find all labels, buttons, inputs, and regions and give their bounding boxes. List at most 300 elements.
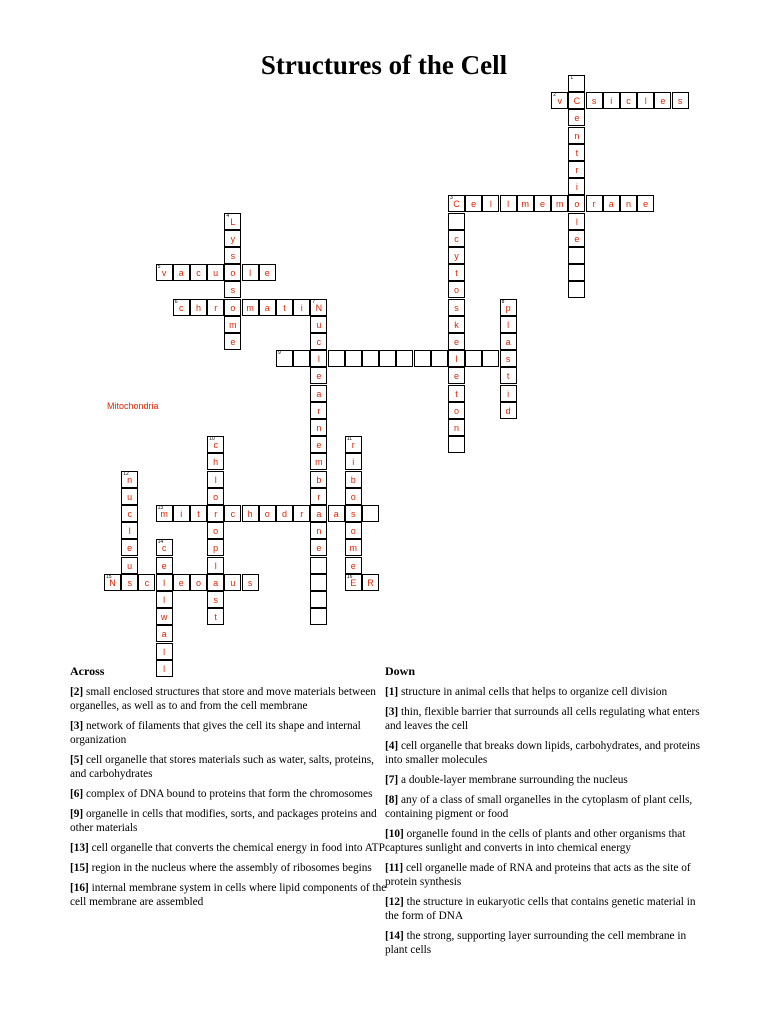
cell-letter: w xyxy=(160,612,168,623)
grid-cell[interactable] xyxy=(121,505,138,522)
grid-cell[interactable] xyxy=(328,505,345,522)
clue-number: [3] xyxy=(70,720,84,732)
cell-letter: l xyxy=(507,319,510,330)
grid-cell[interactable] xyxy=(224,281,241,298)
grid-cell[interactable] xyxy=(362,574,379,591)
clue-text: cell organelle made of RNA and proteins that acts as the site of protein synthesis xyxy=(385,862,691,888)
grid-cell[interactable] xyxy=(207,453,224,470)
grid-cell[interactable] xyxy=(207,436,224,453)
cell-letter: s xyxy=(127,577,132,588)
cell-letter: e xyxy=(316,371,322,382)
grid-cell[interactable] xyxy=(242,574,259,591)
cell-letter: i xyxy=(180,509,183,519)
cell-letter: r xyxy=(575,165,579,175)
page-title: Structures of the Cell xyxy=(260,50,508,80)
grid-cell[interactable] xyxy=(568,264,585,281)
clue-text: any of a class of small organelles in the cytoplasm of plant cells, containing pigment or food xyxy=(385,794,693,820)
grid-cell[interactable] xyxy=(448,419,465,436)
grid-cell[interactable] xyxy=(156,643,173,660)
grid-cell[interactable] xyxy=(448,264,465,281)
grid-cell[interactable] xyxy=(310,471,327,488)
across-clue xyxy=(70,861,392,875)
clue-number-label: 2 xyxy=(553,92,556,99)
cell-letter: t xyxy=(575,147,579,158)
clue-text: small enclosed structures that store and move materials between organelles, as well as to and from the cell membrane xyxy=(70,686,376,712)
clue-number-label: 6 xyxy=(174,298,178,305)
grid-cell[interactable] xyxy=(224,316,241,333)
cell-letter: o xyxy=(230,268,236,279)
grid-cell[interactable] xyxy=(242,505,259,522)
cell-letter: e xyxy=(178,577,184,588)
grid-cell[interactable] xyxy=(500,299,517,316)
grid-cell[interactable] xyxy=(345,574,362,591)
cell-letter: l xyxy=(163,595,166,605)
cell-letter: s xyxy=(213,595,218,605)
cell-letter: c xyxy=(626,96,631,107)
cell-letter: n xyxy=(453,423,459,433)
cell-letter: l xyxy=(163,663,166,674)
clue-text: a double-layer membrane surrounding the nucleus xyxy=(398,774,628,786)
clue-number: [15] xyxy=(70,862,89,874)
cell-letter: o xyxy=(213,526,219,537)
grid-cell[interactable] xyxy=(207,299,224,316)
cell-letter: n xyxy=(316,423,322,433)
grid-cell[interactable] xyxy=(207,471,224,488)
cell-letter: c xyxy=(213,440,218,451)
clue-number: [12] xyxy=(385,896,404,908)
cell-letter: h xyxy=(213,457,219,468)
grid-cell[interactable] xyxy=(568,195,585,212)
grid-cell[interactable] xyxy=(259,505,276,522)
grid-cell[interactable] xyxy=(568,161,585,178)
clue-text: cell organelle that converts the chemical energy in food into ATP xyxy=(88,842,385,854)
cell-letter: l xyxy=(317,354,320,365)
grid-cell[interactable] xyxy=(568,213,585,230)
grid-cell[interactable] xyxy=(448,385,465,402)
grid-cell[interactable] xyxy=(156,625,173,642)
cell-letter: i xyxy=(300,302,303,313)
grid-cell[interactable] xyxy=(654,92,671,109)
grid-cell[interactable] xyxy=(293,505,310,522)
grid-cell[interactable] xyxy=(138,574,155,591)
grid-cell[interactable] xyxy=(345,522,362,539)
cell-letter: l xyxy=(249,268,252,279)
grid-cell[interactable] xyxy=(121,574,138,591)
grid-cell[interactable] xyxy=(207,264,224,281)
cell-letter: c xyxy=(316,337,322,347)
grid-cell[interactable] xyxy=(586,195,603,212)
grid-cell[interactable] xyxy=(259,264,276,281)
grid-cell[interactable] xyxy=(224,505,241,522)
grid-cell[interactable] xyxy=(310,488,327,505)
cell-letter: s xyxy=(247,577,253,588)
grid-cell[interactable] xyxy=(637,195,654,212)
grid-cell[interactable] xyxy=(310,574,327,591)
cell-letter: a xyxy=(333,509,339,519)
cell-letter: L xyxy=(230,216,236,227)
cell-letter: o xyxy=(574,199,580,210)
grid-cell[interactable] xyxy=(207,557,224,574)
grid-cell[interactable] xyxy=(224,333,241,350)
grid-cell[interactable] xyxy=(224,230,241,247)
cell-letter: C xyxy=(573,96,581,107)
cell-letter: e xyxy=(127,543,133,554)
grid-cell[interactable] xyxy=(293,350,310,367)
cell-letter: a xyxy=(316,388,322,399)
cell-letter: y xyxy=(230,233,236,244)
across-clue xyxy=(70,841,392,855)
clue-number: [16] xyxy=(70,882,89,894)
grid-cell[interactable] xyxy=(534,195,551,212)
grid-cell[interactable] xyxy=(310,557,327,574)
grid-cell[interactable] xyxy=(310,539,327,556)
cell-letter: r xyxy=(592,199,596,210)
grid-cell[interactable] xyxy=(310,385,327,402)
grid-cell[interactable] xyxy=(448,367,465,384)
grid-cell[interactable] xyxy=(568,144,585,161)
cell-letter: n xyxy=(127,474,133,485)
grid-cell[interactable] xyxy=(448,213,465,230)
cell-letter: m xyxy=(555,199,564,210)
cell-letter: o xyxy=(213,491,219,502)
grid-cell[interactable] xyxy=(224,299,241,316)
cell-letter: a xyxy=(213,577,219,588)
grid-cell[interactable] xyxy=(345,453,362,470)
grid-cell[interactable] xyxy=(224,213,241,230)
grid-cell[interactable] xyxy=(500,333,517,350)
grid-cell[interactable] xyxy=(121,522,138,539)
cell-letter: e xyxy=(316,543,322,554)
cell-letter: o xyxy=(230,302,236,313)
cell-letter: o xyxy=(350,491,356,502)
grid-cell[interactable] xyxy=(207,505,224,522)
grid-cell[interactable] xyxy=(310,522,327,539)
grid-cell[interactable] xyxy=(465,195,482,212)
grid-cell[interactable] xyxy=(310,367,327,384)
across-clue xyxy=(70,881,392,909)
grid-cell[interactable] xyxy=(448,230,465,247)
clue-text: cell organelle that stores materials such as water, salts, proteins, and carbohydrates xyxy=(70,754,374,780)
grid-cell[interactable] xyxy=(448,350,465,367)
cell-letter: u xyxy=(127,491,133,502)
cell-letter: u xyxy=(230,577,236,588)
grid-cell[interactable] xyxy=(156,557,173,574)
grid-cell[interactable] xyxy=(156,264,173,281)
cell-letter: e xyxy=(643,199,649,210)
grid-cell[interactable] xyxy=(603,92,620,109)
cell-letter: c xyxy=(161,543,167,554)
across-clue xyxy=(70,753,392,781)
grid-cell[interactable] xyxy=(190,574,207,591)
cell-letter: t xyxy=(506,371,510,382)
cell-letter: t xyxy=(214,612,217,623)
grid-cell[interactable] xyxy=(448,299,465,316)
grid-cell[interactable] xyxy=(345,539,362,556)
grid-cell[interactable] xyxy=(104,574,121,591)
clue-number: [2] xyxy=(70,686,84,698)
grid-cell[interactable] xyxy=(500,367,517,384)
grid-cell[interactable] xyxy=(414,350,431,367)
cell-letter: a xyxy=(161,629,167,640)
cell-letter: m xyxy=(521,199,530,210)
grid-cell[interactable] xyxy=(173,299,190,316)
grid-cell[interactable] xyxy=(242,264,259,281)
grid-cell[interactable] xyxy=(242,299,259,316)
cell-letter: o xyxy=(264,509,270,519)
grid-cell[interactable] xyxy=(156,574,173,591)
grid-cell[interactable] xyxy=(345,505,362,522)
cell-letter: i xyxy=(507,388,510,399)
cell-letter: c xyxy=(127,509,132,519)
grid-cell[interactable] xyxy=(637,92,654,109)
clue-text: thin, flexible barrier that surrounds all cells regulating what enters and leaves the cell xyxy=(385,706,700,732)
grid-cell[interactable] xyxy=(482,350,499,367)
cell-letter: r xyxy=(214,302,218,313)
cell-letter: e xyxy=(161,560,167,571)
grid-cell[interactable] xyxy=(207,522,224,539)
clue-number: [4] xyxy=(385,740,399,752)
cell-letter: t xyxy=(455,268,458,279)
clue-number: [10] xyxy=(385,828,404,840)
cell-letter: h xyxy=(195,302,201,313)
clue-number-label: 12 xyxy=(123,470,129,477)
clue-text: the structure in eukaryotic cells that contains genetic material in the form of DNA xyxy=(385,896,696,922)
cell-letter: s xyxy=(454,302,459,313)
cell-letter: c xyxy=(196,268,201,279)
cell-letter: l xyxy=(575,216,578,227)
cell-letter: e xyxy=(660,96,666,107)
grid-cell[interactable] xyxy=(293,299,310,316)
cell-letter: e xyxy=(350,560,356,571)
grid-cell[interactable] xyxy=(310,608,327,625)
grid-cell[interactable] xyxy=(173,264,190,281)
grid-cell[interactable] xyxy=(448,402,465,419)
grid-cell[interactable] xyxy=(448,316,465,333)
grid-cell[interactable] xyxy=(379,350,396,367)
grid-cell[interactable] xyxy=(310,591,327,608)
grid-cell[interactable] xyxy=(259,299,276,316)
across-heading: Across xyxy=(70,664,105,678)
grid-cell[interactable] xyxy=(568,281,585,298)
grid-cell[interactable] xyxy=(345,557,362,574)
cell-letter: l xyxy=(214,560,217,571)
grid-cell[interactable] xyxy=(448,436,465,453)
clue-text: internal membrane system in cells where lipid components of the cell membrane are assembled xyxy=(70,882,387,908)
grid-cell[interactable] xyxy=(551,195,568,212)
grid-cell[interactable] xyxy=(310,505,327,522)
cell-letter: a xyxy=(316,509,322,519)
cell-letter: s xyxy=(230,285,236,296)
grid-cell[interactable] xyxy=(276,350,293,367)
grid-cell[interactable] xyxy=(500,402,517,419)
grid-cell[interactable] xyxy=(345,471,362,488)
across-clue xyxy=(70,807,392,835)
grid-cell[interactable] xyxy=(603,195,620,212)
cell-letter: h xyxy=(247,509,253,519)
grid-cell[interactable] xyxy=(310,299,327,316)
across-clue xyxy=(70,719,392,747)
grid-cell[interactable] xyxy=(345,436,362,453)
cell-letter: p xyxy=(505,302,511,313)
clue-number: [1] xyxy=(385,686,399,698)
grid-cell[interactable] xyxy=(568,127,585,144)
grid-cell[interactable] xyxy=(207,591,224,608)
grid-cell[interactable] xyxy=(362,350,379,367)
grid-cell[interactable] xyxy=(224,574,241,591)
across-clues xyxy=(70,664,392,915)
across-clue xyxy=(70,787,392,801)
grid-cell[interactable] xyxy=(500,385,517,402)
grid-cell[interactable] xyxy=(121,539,138,556)
grid-cell[interactable] xyxy=(173,574,190,591)
grid-cell[interactable] xyxy=(362,505,379,522)
clue-number: [11] xyxy=(385,862,404,874)
cell-letter: s xyxy=(591,96,597,107)
grid-cell[interactable] xyxy=(568,75,585,92)
grid-cell[interactable] xyxy=(207,608,224,625)
cell-letter: v xyxy=(557,96,562,107)
cell-letter: r xyxy=(317,405,321,416)
grid-cell[interactable] xyxy=(310,402,327,419)
across-clue xyxy=(70,685,392,713)
clue-number: [3] xyxy=(385,706,399,718)
grid-cell[interactable] xyxy=(551,92,568,109)
down-clue xyxy=(385,861,707,889)
cell-letter: t xyxy=(283,302,286,313)
grid-cell[interactable] xyxy=(345,488,362,505)
cell-letter: l xyxy=(163,646,166,657)
clue-number-label: 5 xyxy=(157,264,161,271)
grid-cell[interactable] xyxy=(190,299,207,316)
grid-cell[interactable] xyxy=(310,419,327,436)
clue-number-label: 7 xyxy=(312,298,316,305)
cell-letter: c xyxy=(179,302,184,313)
cell-letter: e xyxy=(230,337,236,347)
grid-cell[interactable] xyxy=(568,109,585,126)
cell-letter: s xyxy=(230,251,236,261)
cell-letter: t xyxy=(197,509,200,519)
side-label: Mitochondria xyxy=(107,401,159,411)
cell-letter: l xyxy=(455,354,458,365)
clue-number-label: 9 xyxy=(278,350,281,357)
grid-cell[interactable] xyxy=(156,505,173,522)
grid-cell[interactable] xyxy=(672,92,689,109)
cell-letter: n xyxy=(574,130,580,141)
grid-cell[interactable] xyxy=(310,453,327,470)
clue-text: structure in animal cells that helps to organize cell division xyxy=(398,686,668,698)
cell-letter: d xyxy=(505,405,511,416)
grid-cell[interactable] xyxy=(224,264,241,281)
grid-cell[interactable] xyxy=(276,299,293,316)
cell-letter: r xyxy=(214,509,218,519)
grid-cell[interactable] xyxy=(310,333,327,350)
grid-cell[interactable] xyxy=(310,436,327,453)
down-clue xyxy=(385,827,707,855)
grid-cell[interactable] xyxy=(568,230,585,247)
grid-cell[interactable] xyxy=(620,195,637,212)
down-clue xyxy=(385,739,707,767)
clue-number-label: 14 xyxy=(157,539,164,546)
cell-letter: e xyxy=(471,199,477,210)
grid-cell[interactable] xyxy=(431,350,448,367)
grid-cell[interactable] xyxy=(568,247,585,264)
grid-cell[interactable] xyxy=(500,316,517,333)
grid-cell[interactable] xyxy=(310,350,327,367)
cell-letter: m xyxy=(160,509,168,519)
grid-cell[interactable] xyxy=(121,488,138,505)
cell-letter: s xyxy=(351,509,356,519)
grid-cell[interactable] xyxy=(448,247,465,264)
down-clue xyxy=(385,705,707,733)
cell-letter: N xyxy=(109,577,116,588)
cell-letter: r xyxy=(300,509,304,519)
grid-cell[interactable] xyxy=(465,350,482,367)
grid-cell[interactable] xyxy=(190,505,207,522)
grid-cell[interactable] xyxy=(448,195,465,212)
cell-letter: s xyxy=(677,96,683,107)
down-clue-list xyxy=(385,685,707,957)
grid-cell[interactable] xyxy=(328,350,345,367)
clue-number: [6] xyxy=(70,788,84,800)
cell-letter: a xyxy=(178,268,184,279)
grid-cell[interactable] xyxy=(276,505,293,522)
cell-letter: o xyxy=(453,405,459,416)
grid-cell[interactable] xyxy=(500,350,517,367)
grid-cell[interactable] xyxy=(207,574,224,591)
clue-text: region in the nucleus where the assembly of ribosomes begins xyxy=(88,862,372,874)
grid-cell[interactable] xyxy=(173,505,190,522)
grid-cell[interactable] xyxy=(190,264,207,281)
grid-cell[interactable] xyxy=(448,333,465,350)
grid-cell[interactable] xyxy=(121,471,138,488)
grid-cell[interactable] xyxy=(586,92,603,109)
grid-cell[interactable] xyxy=(156,591,173,608)
down-heading: Down xyxy=(385,664,416,678)
grid-cell[interactable] xyxy=(517,195,534,212)
grid-cell[interactable] xyxy=(345,350,362,367)
cell-letter: e xyxy=(539,199,545,210)
cell-letter: n xyxy=(316,526,322,537)
grid-cell[interactable] xyxy=(568,92,585,109)
clue-number: [5] xyxy=(70,754,84,766)
cell-letter: n xyxy=(625,199,631,210)
clue-number-label: 3 xyxy=(450,195,453,202)
grid-cell[interactable] xyxy=(156,539,173,556)
cell-letter: a xyxy=(505,337,511,347)
grid-cell[interactable] xyxy=(482,195,499,212)
grid-cell[interactable] xyxy=(500,195,517,212)
grid-cell[interactable] xyxy=(448,281,465,298)
grid-cell[interactable] xyxy=(224,247,241,264)
down-clue xyxy=(385,929,707,957)
grid-cell[interactable] xyxy=(121,557,138,574)
cell-letter: m xyxy=(229,319,237,330)
cell-letter: i xyxy=(610,96,613,107)
grid-cell[interactable] xyxy=(310,316,327,333)
grid-cell[interactable] xyxy=(620,92,637,109)
grid-cell[interactable] xyxy=(156,608,173,625)
grid-cell[interactable] xyxy=(568,178,585,195)
grid-cell[interactable] xyxy=(207,488,224,505)
cell-letter: u xyxy=(213,268,219,279)
cell-letter: R xyxy=(367,577,374,588)
cell-letter: l xyxy=(128,526,131,537)
across-clue-list xyxy=(70,685,392,909)
down-clue xyxy=(385,773,707,787)
clue-number: [13] xyxy=(70,842,89,854)
grid-cell[interactable] xyxy=(207,539,224,556)
grid-cell[interactable] xyxy=(396,350,413,367)
